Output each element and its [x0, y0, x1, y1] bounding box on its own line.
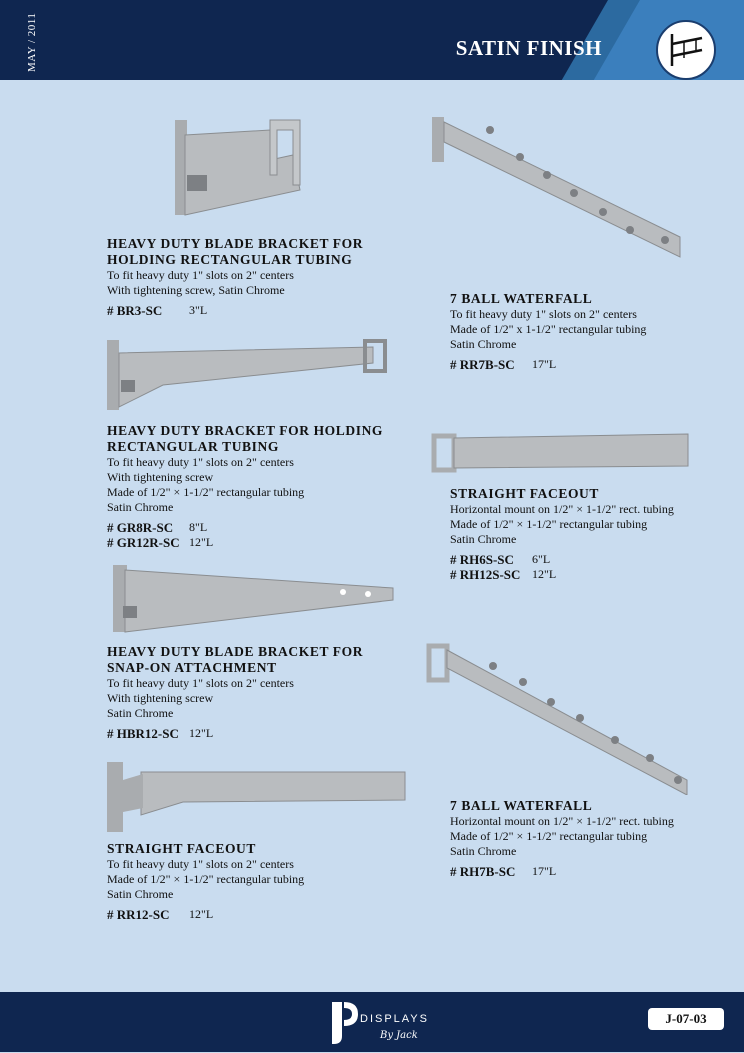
section-title: SATIN FINISH: [455, 36, 602, 60]
product-title: HEAVY DUTY BLADE BRACKET FOR HOLDING RECTANGULAR TUBING: [107, 236, 364, 267]
product-title: STRAIGHT FACEOUT: [450, 486, 600, 501]
product-description: To fit heavy duty 1" slots on 2" centers Made of 1/2" x 1-1/2" rectangular tubing Satin Chrome: [450, 307, 647, 351]
product-title: 7 BALL WATERFALL: [450, 291, 593, 306]
product-codes: [450, 357, 720, 372]
product-code: # GR8R-SC: [107, 520, 174, 535]
product-title: HEAVY DUTY BRACKET FOR HOLDING RECTANGULAR TUBING: [107, 423, 384, 454]
product-description: To fit heavy duty 1" slots on 2" centers With tightening screw Made of 1/2" × 1-1/2" rectangular tubing Satin Chrome: [107, 455, 305, 514]
page-header: [0, 0, 744, 80]
product-description: To fit heavy duty 1" slots on 2" centers With tightening screw Satin Chrome: [107, 676, 294, 720]
code-row: [450, 864, 720, 879]
product-length: 12"L: [532, 567, 557, 581]
product-length: 12"L: [189, 535, 214, 549]
product-rr7b: [450, 291, 720, 372]
code-row: [450, 357, 720, 372]
code-row: [107, 535, 407, 550]
issue-date: MAY / 2011: [26, 12, 38, 72]
product-hbr12: [107, 644, 407, 741]
product-codes: [450, 552, 720, 582]
logo-text: DISPLAYS: [360, 1013, 429, 1025]
product-rh7b: [450, 798, 720, 879]
product-br3: [107, 236, 407, 318]
product-code: # GR12R-SC: [107, 535, 180, 550]
code-row: [107, 726, 407, 741]
product-rh-s: [450, 486, 720, 582]
product-codes: [107, 726, 407, 741]
rect-tubing-bracket-image: [103, 335, 393, 415]
product-code: # BR3-SC: [107, 303, 163, 318]
product-title: HEAVY DUTY BLADE BRACKET FOR SNAP-ON ATTACHMENT: [107, 644, 364, 675]
product-length: 17"L: [532, 357, 557, 371]
page-footer: [0, 992, 744, 1052]
horizontal-waterfall-image: [425, 640, 695, 795]
product-code: # HBR12-SC: [107, 726, 179, 741]
product-length: 12"L: [189, 907, 214, 921]
product-length: 12"L: [189, 726, 214, 740]
product-codes: [107, 520, 407, 550]
waterfall-ball-image: [430, 112, 700, 262]
straight-faceout-image: [103, 760, 413, 835]
bracket-icon: [656, 20, 716, 80]
product-length: 17"L: [532, 864, 557, 878]
product-description: To fit heavy duty 1" slots on 2" centers With tightening screw, Satin Chrome: [107, 268, 294, 297]
product-code: # RR12-SC: [107, 907, 170, 922]
code-row: [450, 552, 720, 567]
product-rr12: [107, 841, 407, 922]
code-row: [107, 303, 407, 318]
product-title: STRAIGHT FACEOUT: [107, 841, 257, 856]
product-description: Horizontal mount on 1/2" × 1-1/2" rect. tubing Made of 1/2" × 1-1/2" rectangular tubing Satin Chrome: [450, 814, 674, 858]
product-length: 6"L: [532, 552, 551, 566]
product-gr-r: [107, 423, 407, 550]
horizontal-faceout-image: [430, 430, 700, 480]
product-codes: [107, 907, 407, 922]
product-code: # RH6S-SC: [450, 552, 514, 567]
product-code: # RR7B-SC: [450, 357, 515, 372]
code-row: [107, 520, 407, 535]
logo-subtext: By Jack: [380, 1030, 418, 1041]
product-code: # RH7B-SC: [450, 864, 516, 879]
code-row: [450, 567, 720, 582]
product-codes: [107, 303, 407, 318]
displays-logo: [328, 996, 438, 1048]
product-description: Horizontal mount on 1/2" × 1-1/2" rect. tubing Made of 1/2" × 1-1/2" rectangular tubing Satin Chrome: [450, 502, 674, 546]
product-codes: [450, 864, 720, 879]
code-row: [107, 907, 407, 922]
product-length: 8"L: [189, 520, 208, 534]
blade-bracket-image: [165, 115, 315, 225]
product-length: 3"L: [189, 303, 208, 317]
snap-on-bracket-image: [103, 560, 403, 640]
product-title: 7 BALL WATERFALL: [450, 798, 593, 813]
page-number: J-07-03: [648, 1008, 724, 1030]
product-description: To fit heavy duty 1" slots on 2" centers Made of 1/2" × 1-1/2" rectangular tubing Satin Chrome: [107, 857, 305, 901]
product-code: # RH12S-SC: [450, 567, 521, 582]
